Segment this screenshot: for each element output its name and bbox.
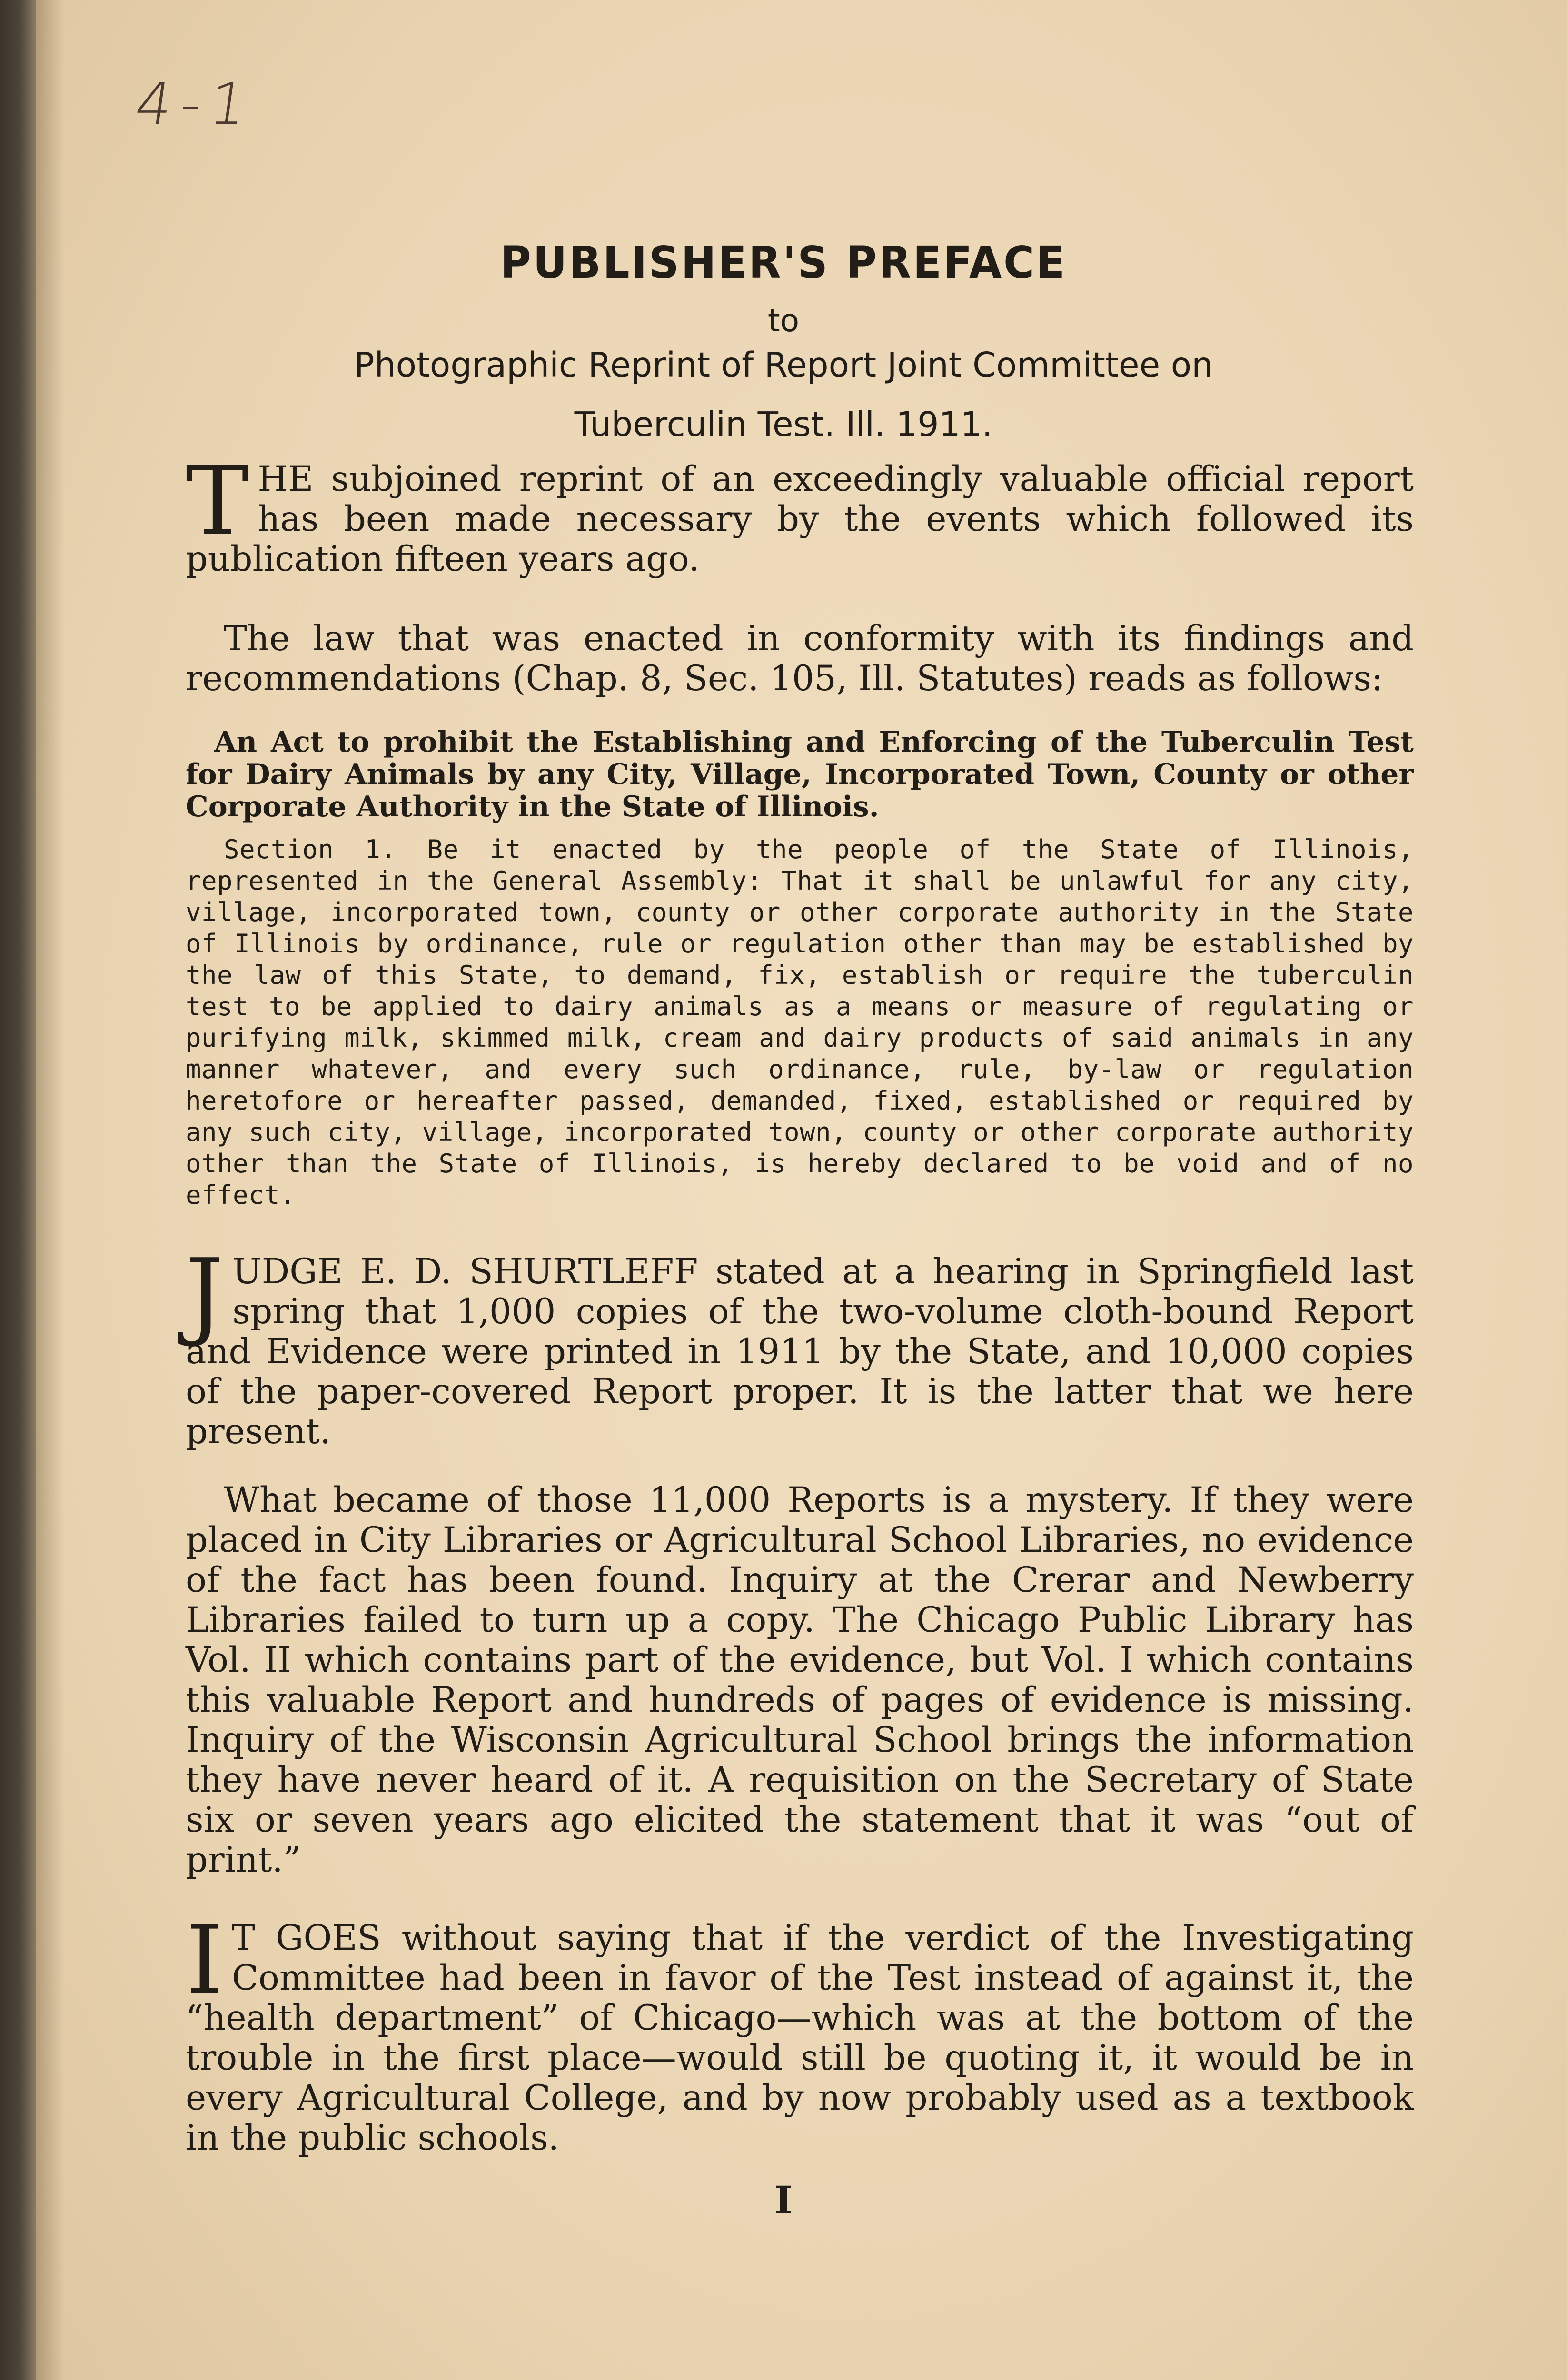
subtitle-test: Tuberculin Test. Ill. 1911. — [574, 405, 993, 444]
paragraph-shurtleff — [186, 1239, 1414, 1452]
subtitle-to: to — [767, 302, 800, 339]
act-title: An Act to prohibit the Establishing and Enforcing of the Tuberculin Test for Dairy Animals by any City, Village, Incorporated Town, County or other Corporate Authority in the State of Illinois. — [186, 725, 1414, 823]
paragraph-shurtleff-text: UDGE E. D. SHURTLEFF stated at a hearing in Springfield last spring that 1,000 copies of the two-volume cloth-bound Report and Evidence were printed in 1911 by the State, and 10,000 copies of the paper-covered Report proper. It is the latter that we here present. — [186, 1251, 1414, 1452]
paragraph-intro — [186, 446, 1414, 579]
paragraph-mystery: What became of those 11,000 Reports is a mystery. If they were placed in City Libraries or Agricultural School Libraries, no evidence of the fact has been found. Inquiry at the Crerar and Newberry Libraries failed to turn up a copy. The Chicago Public Library has Vol. II which contains part of the evidence, but Vol. I which contains this valuable Report and hundreds of pages of evidence is missing. Inquiry of the Wisconsin Agricultural School brings the information they have never heard of it. A requisition on the Secretary of State six or seven years ago elicited the statement that it was “out of print.” — [186, 1480, 1414, 1880]
statute-section-1: Section 1. Be it enacted by the people of the State of Illinois, represented in the General Assembly: That it shall be unlawful for any city, village, incorporated town, county or other corporate authority in the State of Illinois by ordinance, rule or regulation other than may be established by the law of this State, to demand, fix, establish or require the tuberculin test to be applied to dairy animals as a means or measure of regulating or purifying milk, skimmed milk, cream and dairy products of said animals in any manner whatever, and every such ordinance, rule, by-law or regulation heretofore or hereafter passed, demanded, fixed, established or required by any such city, village, incorporated town, county or other corporate authority other than the State of Illinois, is hereby declared to be void and of no effect. — [186, 834, 1414, 1210]
paragraph-law: The law that was enacted in conformity with its findings and recommendations (Chap. 8, Sec. 105, Ill. Statutes) reads as follows: — [186, 618, 1414, 699]
drop-cap-j: J — [186, 1239, 224, 1349]
paragraph-intro-text: HE subjoined reprint of an exceedingly valuable official report has been made necessary by the events which followed its publication fifteen years ago. — [186, 459, 1414, 579]
page-title: PUBLISHER'S PREFACE — [500, 237, 1067, 288]
page-number: I — [774, 2178, 793, 2222]
drop-cap-t: T — [186, 446, 249, 557]
subtitle-report: Photographic Reprint of Report Joint Committee on — [354, 345, 1213, 385]
paragraph-verdict — [186, 1905, 1414, 2158]
drop-cap-i: I — [186, 1905, 224, 2016]
handwritten-note: 4-1 — [131, 71, 259, 138]
paragraph-verdict-text: T GOES without saying that if the verdict of the Investigating Committee had been in favor of the Test instead of against it, the “health department” of Chicago—which was at the bottom of the trouble in the first place—would still be quoting it, it would be in every Agricultural College, and by now probably used as a textbook in the public schools. — [186, 1918, 1414, 2158]
